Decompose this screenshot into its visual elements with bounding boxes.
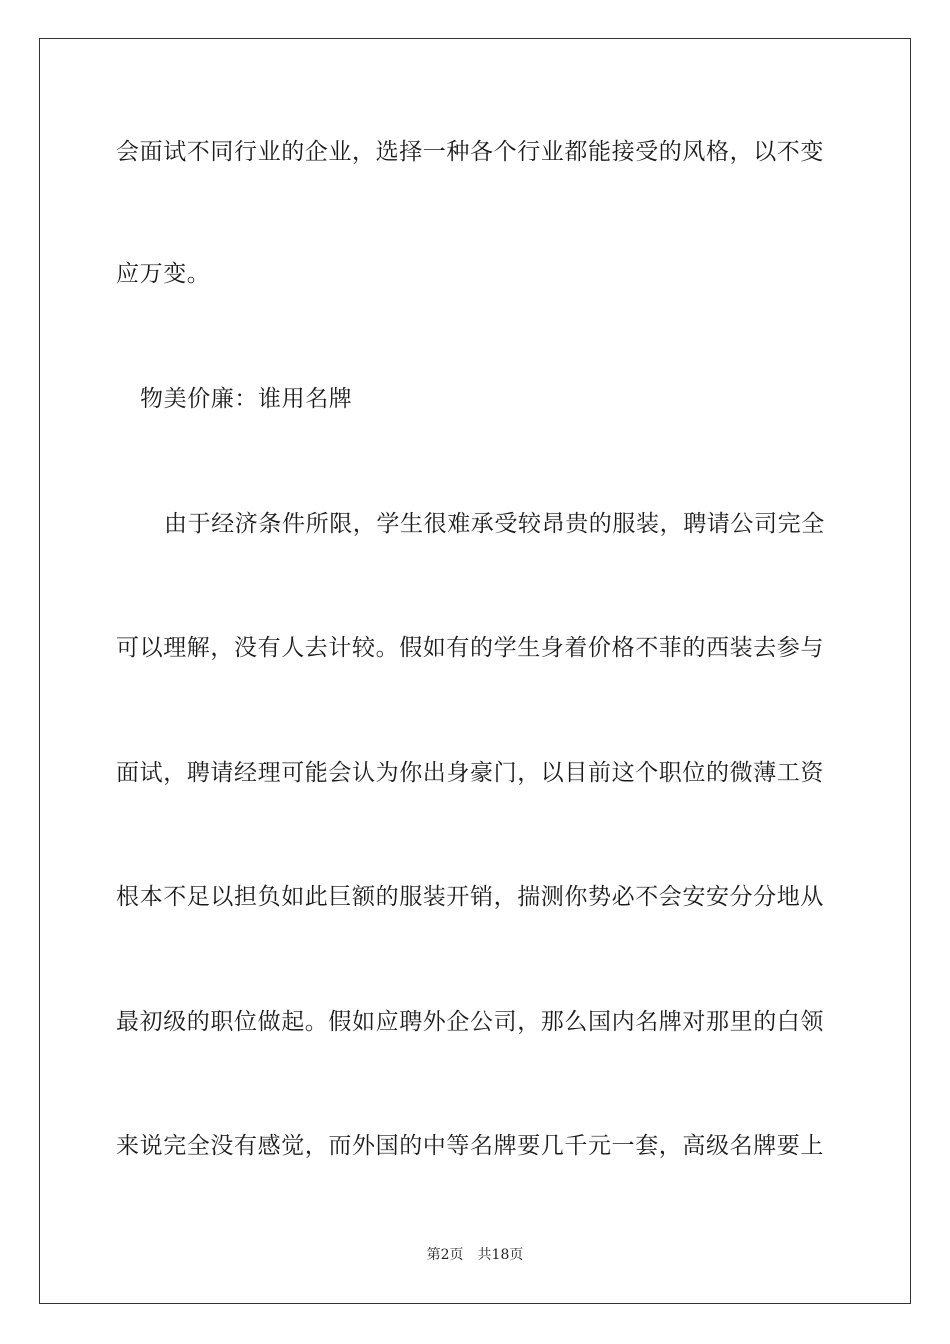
body-line-8: 最初级的职位做起。假如应聘外企公司，那么国内名牌对那里的白领 [116,1009,824,1035]
page-footer [0,1246,950,1264]
body-line-5: 可以理解，没有人去计较。假如有的学生身着价格不菲的西装去参与 [116,635,824,661]
page-total: 共18页 [477,1247,524,1263]
body-line-7: 根本不足以担负如此巨额的服装开销，揣测你势必不会安安分分地从 [116,884,824,910]
section-heading: 物美价廉：谁用名牌 [140,386,353,412]
page-border [39,38,911,1304]
body-line-2: 应万变。 [116,261,211,287]
paragraph-first-line: 由于经济条件所限，学生很难承受较昂贵的服装，聘请公司完全 [164,511,825,537]
body-line-1: 会面试不同行业的企业，选择一种各个行业都能接受的风格，以不变 [116,139,824,165]
body-line-6: 面试，聘请经理可能会认为你出身豪门，以目前这个职位的微薄工资 [116,760,824,786]
body-line-9: 来说完全没有感觉，而外国的中等名牌要几千元一套，高级名牌要上 [116,1133,824,1159]
page-number: 第2页 [426,1247,464,1263]
